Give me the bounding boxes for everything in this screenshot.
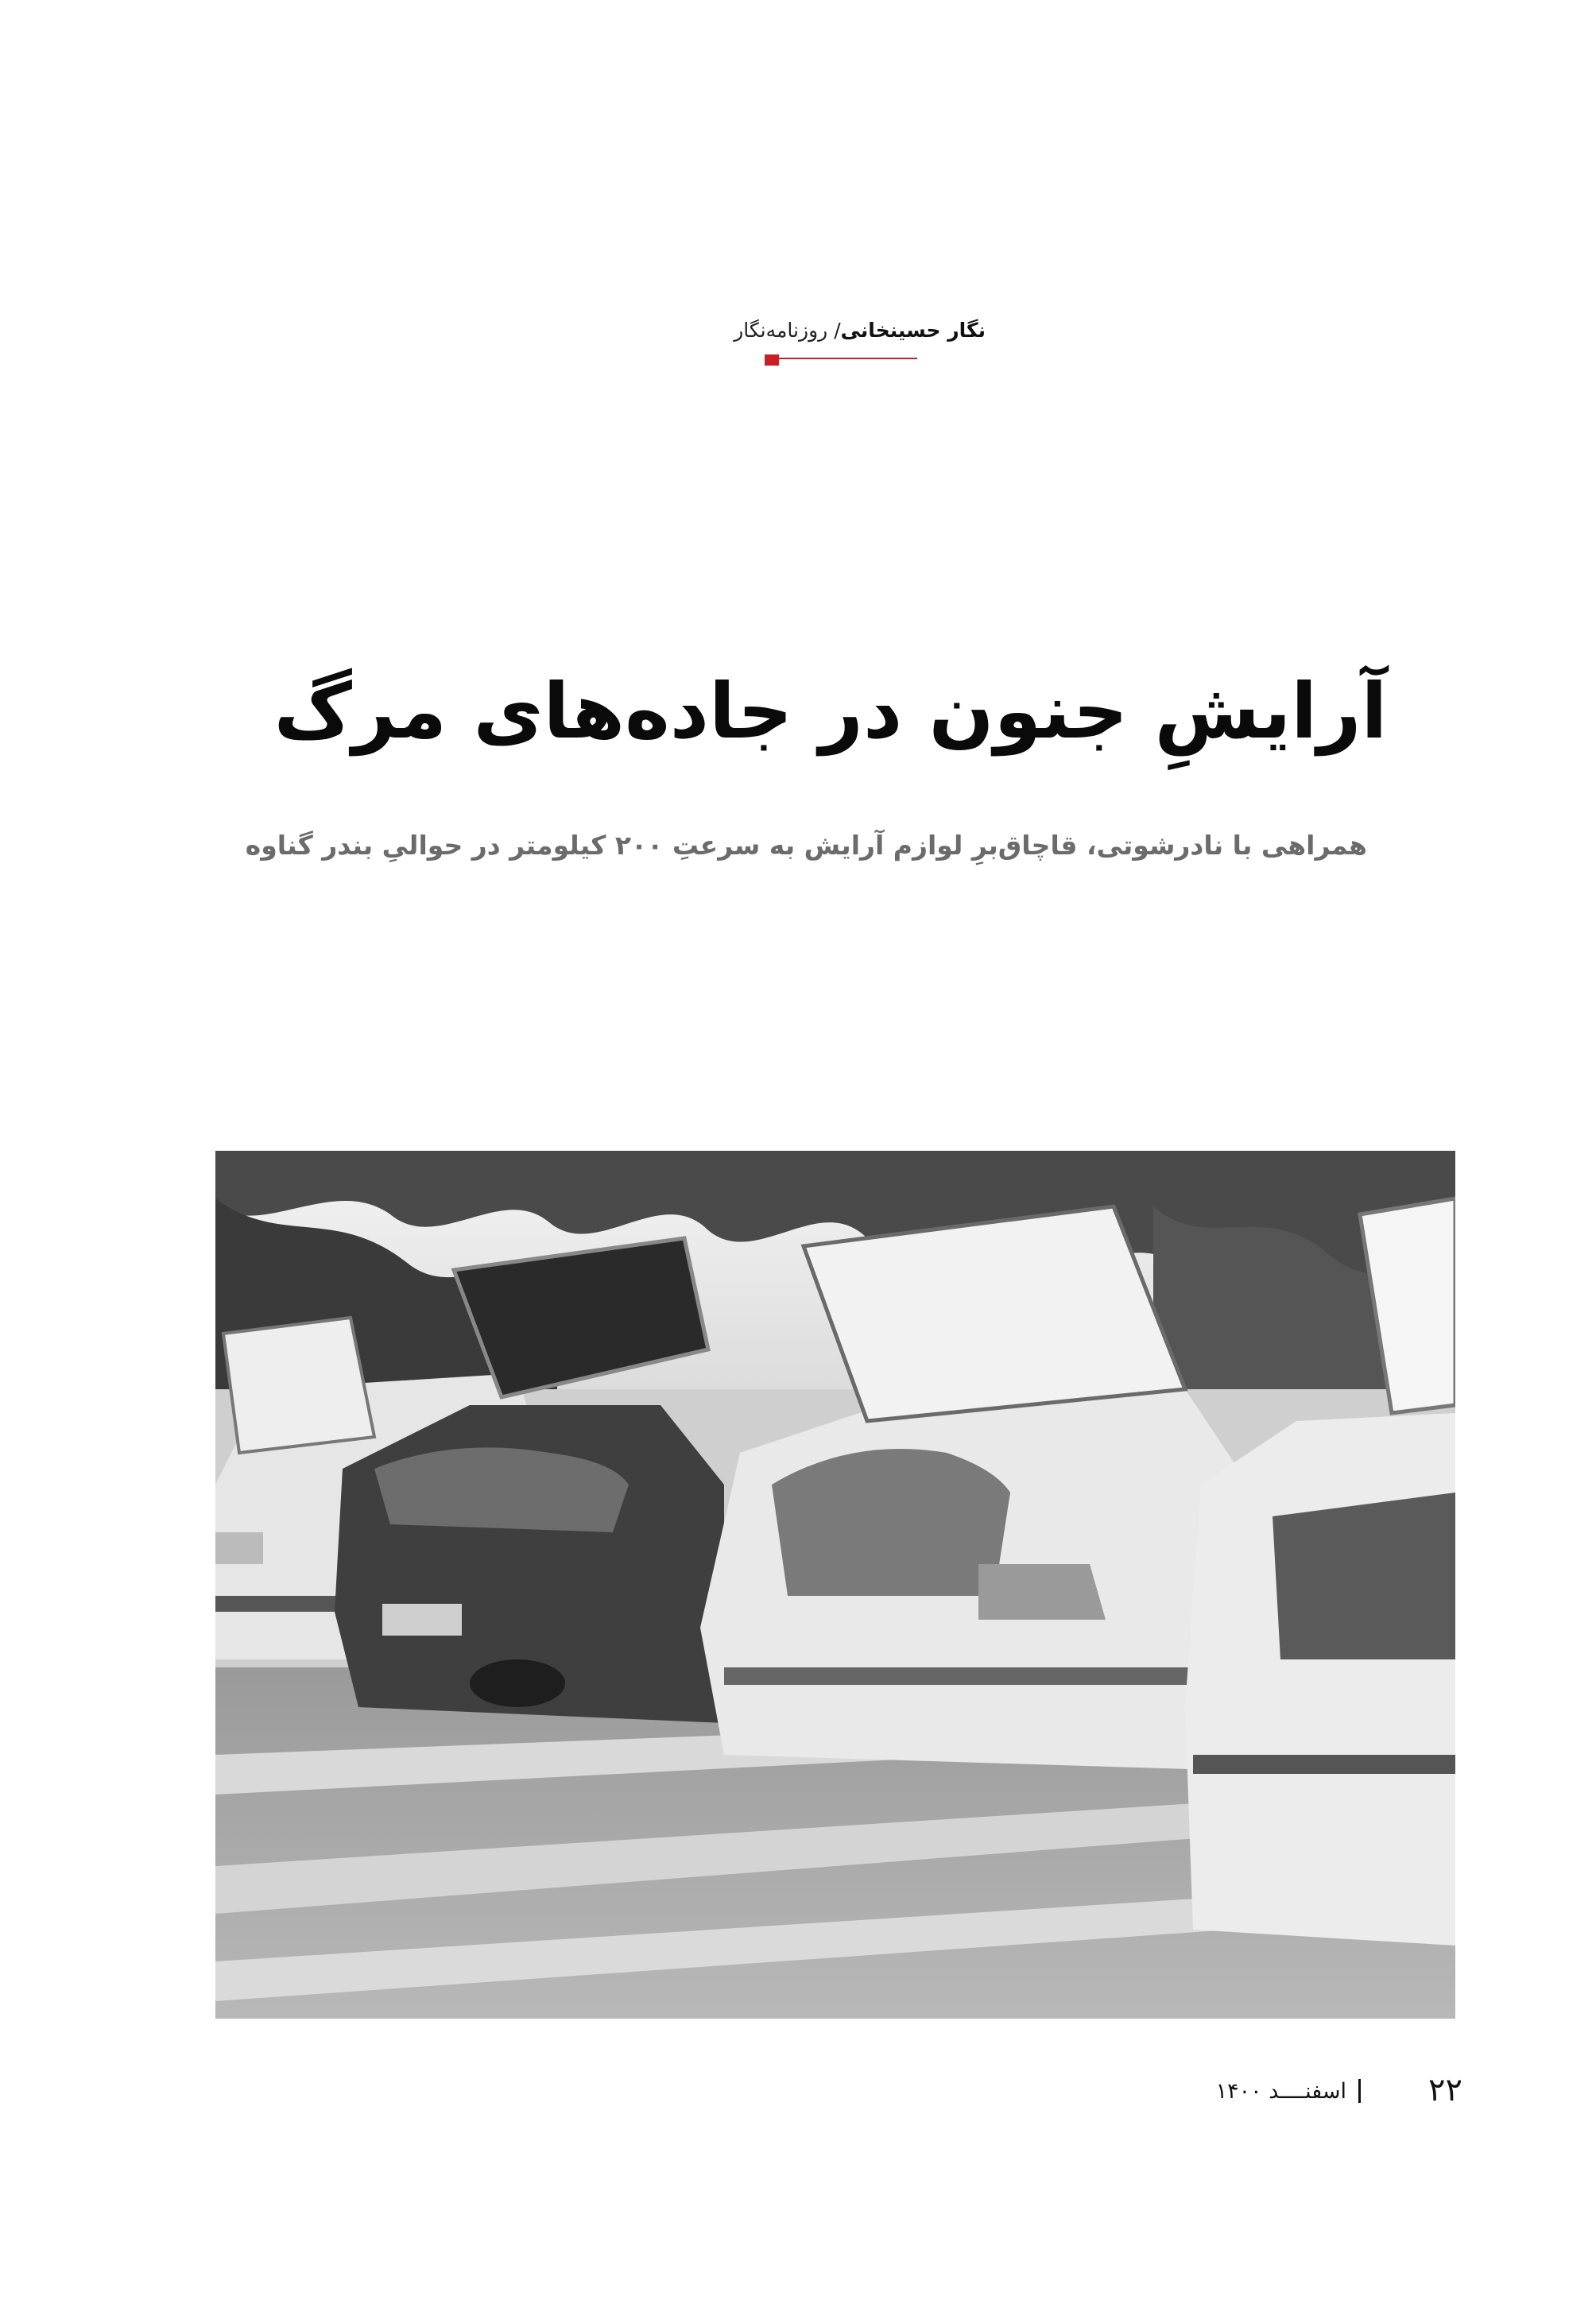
issue-date: اسفنــــد ۱۴۰۰ [1215,2079,1346,2104]
byline-role: روزنامه‌نگار [734,319,828,342]
page-number: ۲۲ [1428,2072,1462,2108]
byline [699,316,986,345]
cars-photo-graphic [215,1151,1455,2019]
byline-accent-mark [765,354,779,366]
subheadline: همراهی با نادرشوتی، قاچاق‌برِ لوازم آرایش به سرعتِ ۲۰۰ کیلومتر در حوالیِ بندر گناوه [245,830,1367,861]
byline-rule [765,358,917,359]
byline-author: نگار حسینخانی [840,319,986,342]
headline: آرایشِ جنون در جاده‌های مرگ [273,667,1388,756]
footer-separator [1358,2079,1361,2103]
byline-separator: / [834,319,841,342]
article-photo [215,1151,1455,2019]
page-footer [1176,2068,1462,2116]
